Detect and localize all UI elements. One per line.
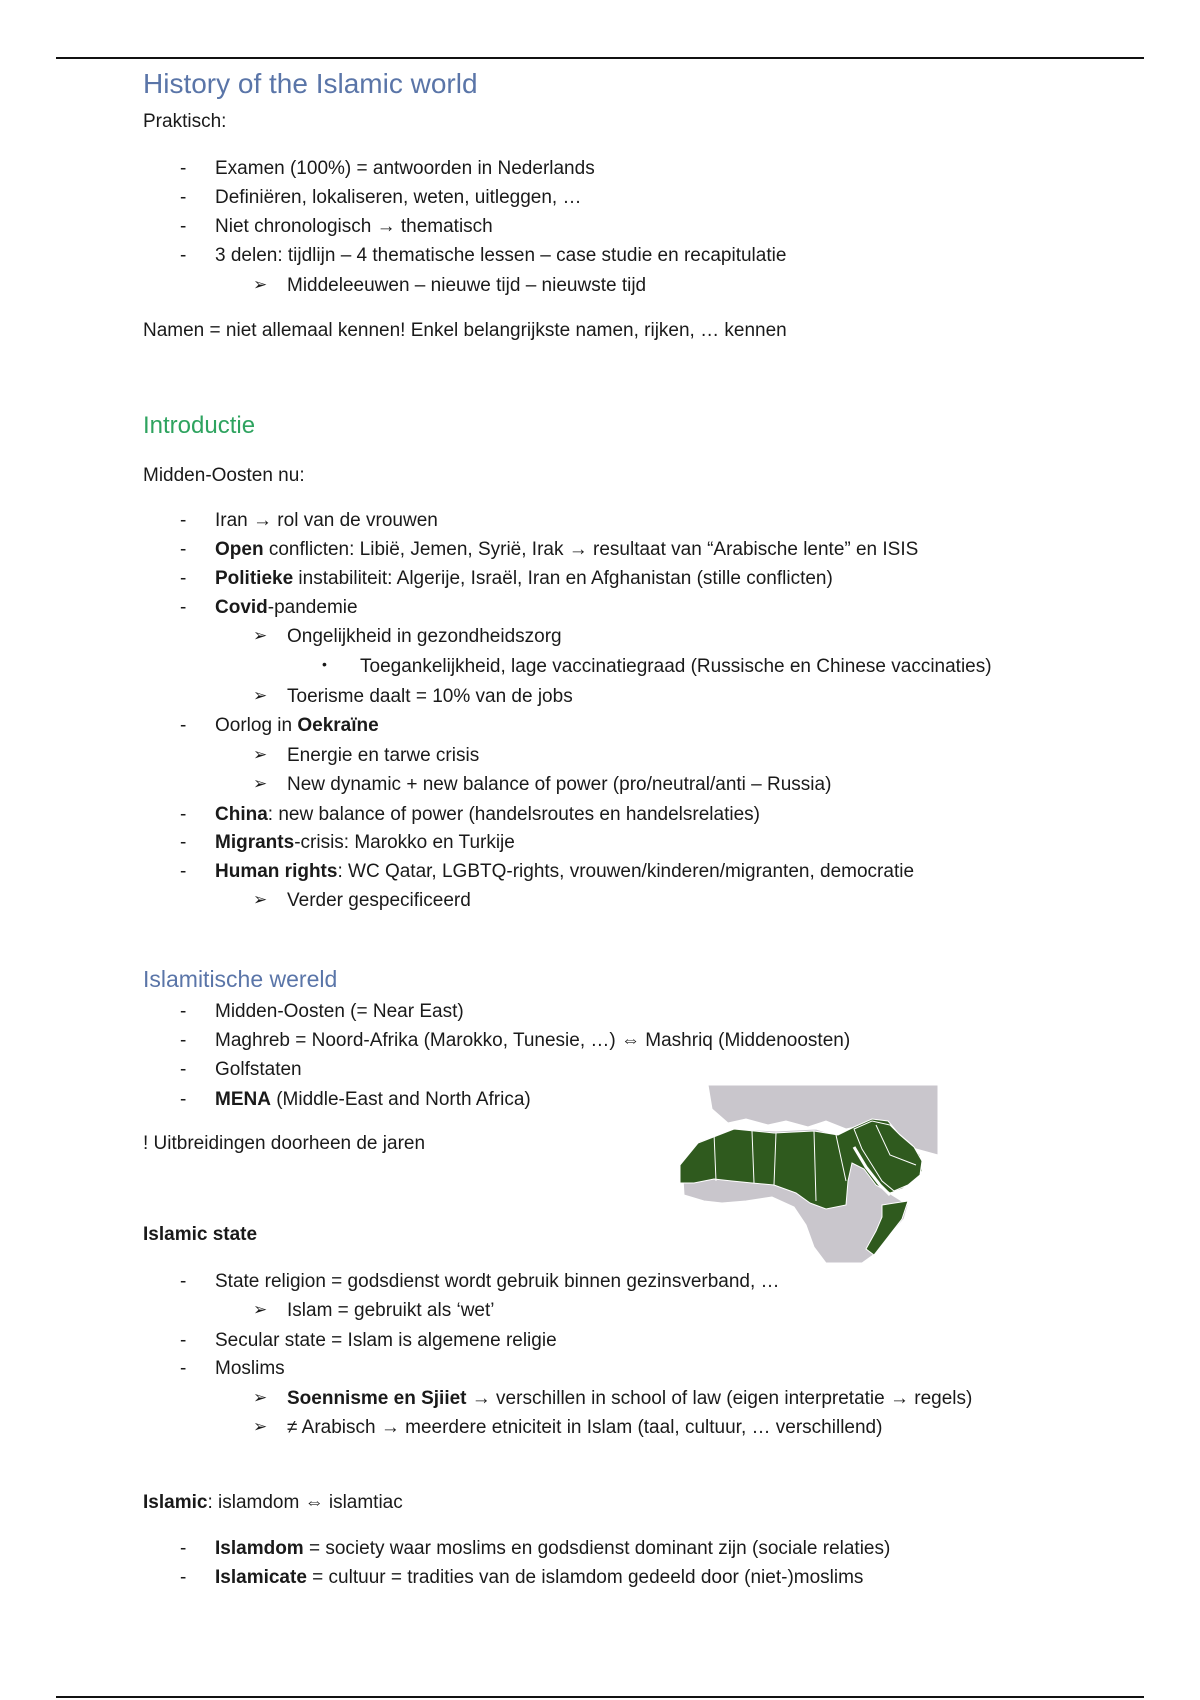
praktisch-label: Praktisch: xyxy=(143,111,227,132)
section-heading-introductie: Introductie xyxy=(143,412,256,439)
namen-note: Namen = niet allemaal kennen! Enkel belangrijkste namen, rijken, … kennen xyxy=(143,320,787,341)
mena-map-image xyxy=(676,1085,938,1263)
top-rule xyxy=(56,57,1144,59)
midden-oosten-label: Midden-Oosten nu: xyxy=(143,465,305,486)
document-title: History of the Islamic world xyxy=(143,68,478,99)
section-heading-islamic-state: Islamic state xyxy=(143,1224,258,1245)
section-heading-islamitische-wereld: Islamitische wereld xyxy=(143,966,338,992)
islamic-definition: Islamic: islamdom ⇔ islamtiac xyxy=(143,1492,403,1513)
bottom-rule xyxy=(56,1696,1144,1698)
uitbreidingen-note: ! Uitbreidingen doorheen de jaren xyxy=(143,1133,426,1154)
